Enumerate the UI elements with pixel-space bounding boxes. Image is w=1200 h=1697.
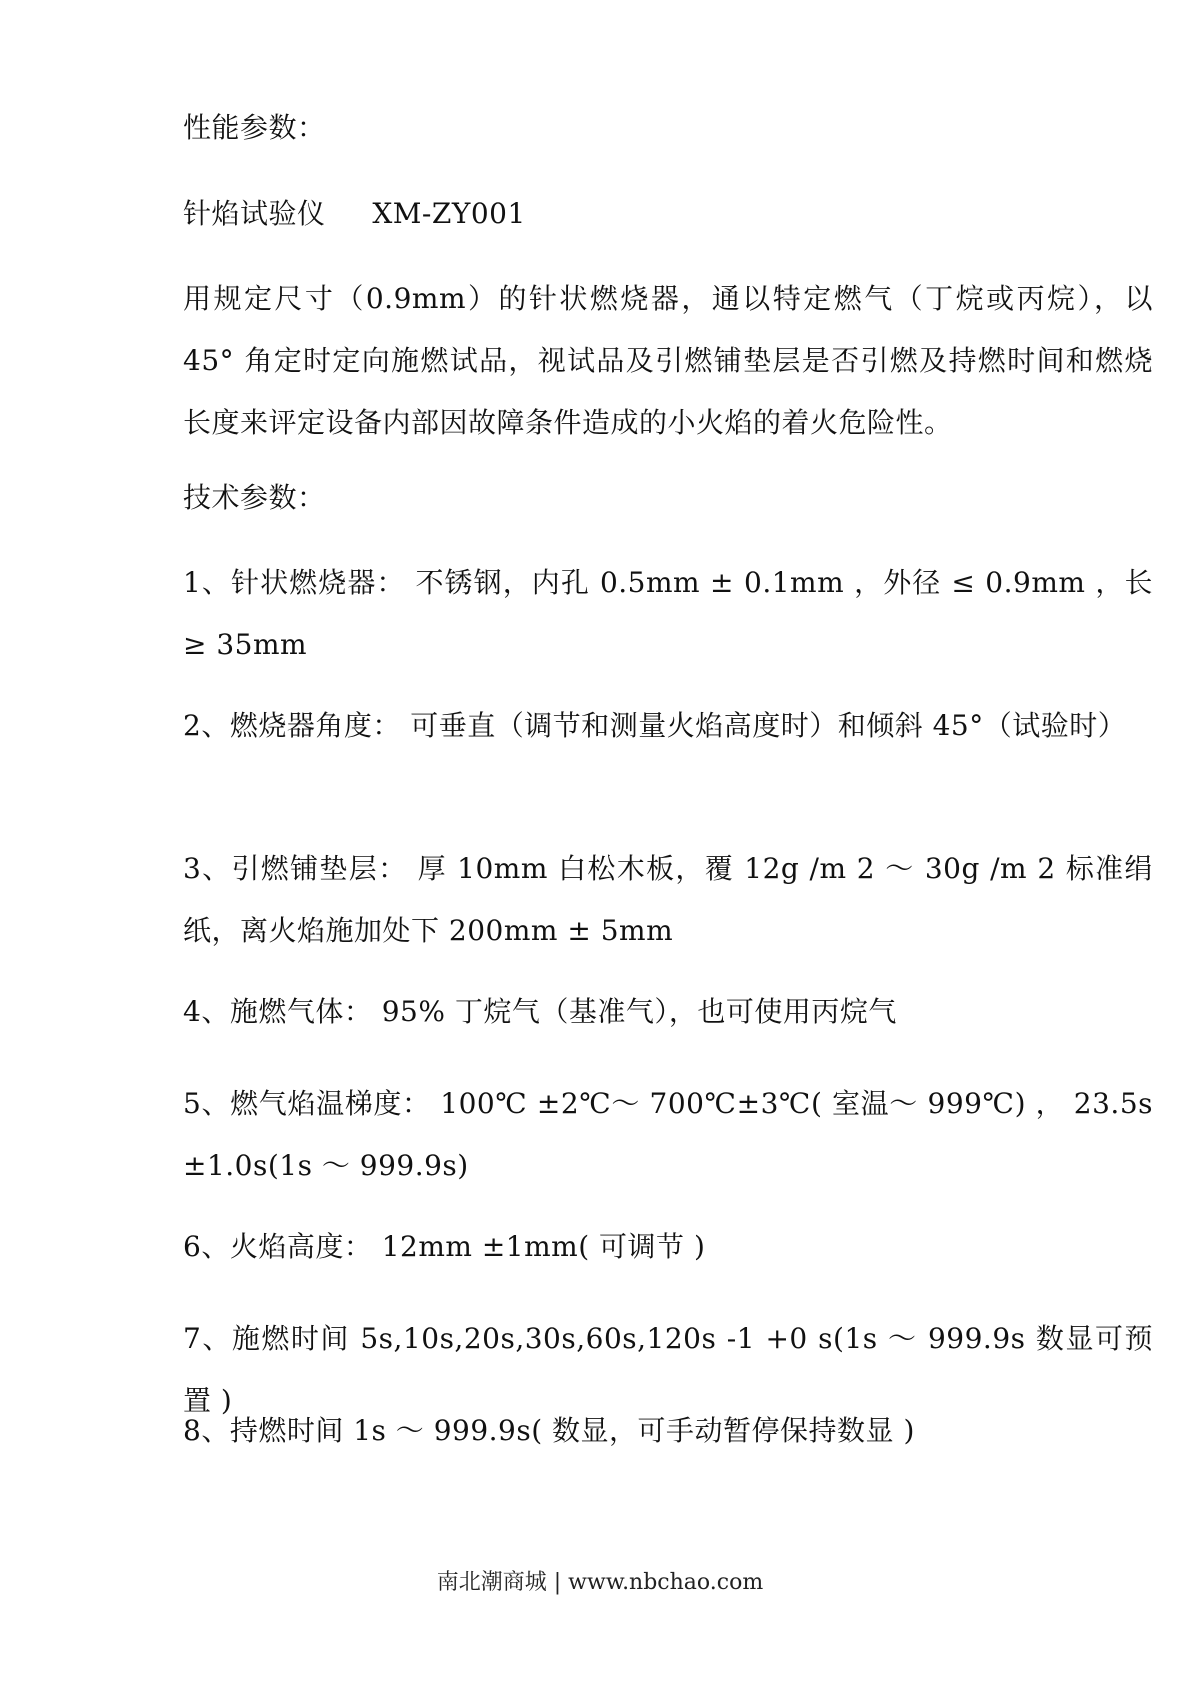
spec-item-3: 3、引燃铺垫层： 厚 10mm 白松木板，覆 12g /m 2 ～ 30g /m 2 标准绢纸，离火焰施加处下 200mm ± 5mm [183,852,1153,947]
performance-heading: 性能参数： [183,111,326,144]
product-line [183,194,526,234]
spec-item-8: 8、持燃时间 1s ～ 999.9s( 数显，可手动暂停保持数显 ) [183,1414,915,1447]
product-name: 针焰试验仪 [183,197,326,230]
page-footer: 南北潮商城 | www.nbchao.com [436,1570,764,1595]
spec-item-6: 6、火焰高度： 12mm ±1mm( 可调节 ) [183,1230,706,1263]
product-description: 用规定尺寸（0.9mm）的针状燃烧器，通以特定燃气（丁烷或丙烷），以 45° 角定时定向施燃试品，视试品及引燃铺垫层是否引燃及持燃时间和燃烧长度来评定设备内部因故障条件造成的小火焰的着火危险性。 [183,282,1153,439]
tech-params-heading: 技术参数： [183,481,326,514]
product-model: XM-ZY001 [372,197,526,230]
spec-item-4: 4、施燃气体： 95% 丁烷气（基准气），也可使用丙烷气 [183,995,897,1028]
spec-item-1: 1、针状燃烧器： 不锈钢，内孔 0.5mm ± 0.1mm ，外径 ≤ 0.9mm ，长 ≥ 35mm [183,566,1153,661]
spec-item-2: 2、燃烧器角度： 可垂直（调节和测量火焰高度时）和倾斜 45°（试验时） [183,709,1127,742]
spec-item-7: 7、施燃时间 5s,10s,20s,30s,60s,120s -1 +0 s(1s ～ 999.9s 数显可预置 ) [183,1322,1153,1417]
spec-item-5: 5、燃气焰温梯度： 100℃ ±2℃～ 700℃±3℃( 室温～ 999℃) ， 23.5s ±1.0s(1s ～ 999.9s) [183,1087,1153,1182]
